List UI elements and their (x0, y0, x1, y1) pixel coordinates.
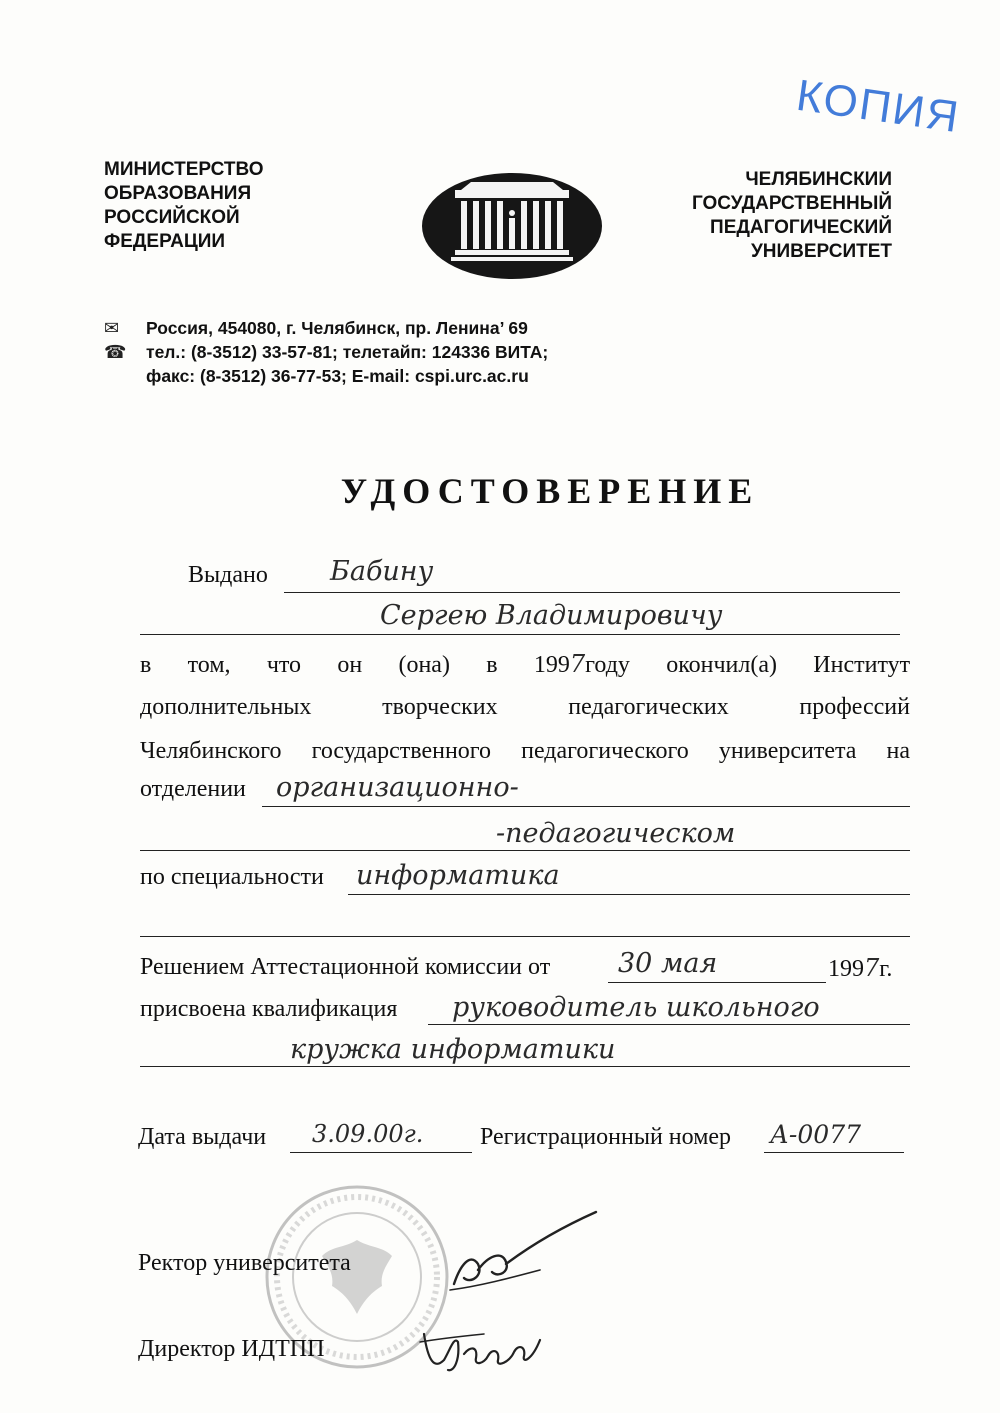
decision-date-line (608, 982, 826, 983)
copy-stamp: КОПИЯ (793, 70, 964, 143)
phone-text: тел.: (8-3512) 33-57-81; телетайп: 124336 ВИТА; (146, 342, 549, 362)
rector-signature (440, 1206, 610, 1296)
issued-line (284, 592, 900, 593)
department-label: отделении (140, 776, 246, 802)
director-signature (414, 1320, 554, 1380)
ministry-line: ОБРАЗОВАНИЯ (104, 183, 252, 204)
university-line: ЧЕЛЯБИНСКИИ (745, 169, 892, 190)
department-line-2 (140, 850, 910, 851)
envelope-icon: ✉ (104, 318, 120, 338)
ministry-line: МИНИСТЕРСТВО (104, 159, 264, 180)
qualification-line (428, 1024, 910, 1025)
graduation-year: 1997году (533, 650, 630, 678)
institute-line: дополнительных творческих педагогических профессий (140, 694, 910, 720)
reg-number-line (764, 1152, 904, 1153)
name-line (140, 634, 900, 635)
qualification-value-2: кружка информатики (290, 1034, 616, 1065)
decision-date: 30 мая (618, 948, 718, 979)
document-title: УДОСТОВЕРЕНИЕ (340, 471, 760, 511)
ministry-line: РОССИЙСКОЙ (104, 207, 240, 228)
completion-line: в том, что он (она) в 1997году окончил(а) Институт (140, 650, 911, 678)
issue-date-value: 3.09.00г. (312, 1120, 424, 1148)
issued-label: Выдано (188, 562, 268, 588)
reg-number-value: А-0077 (770, 1120, 862, 1149)
blank-line (140, 936, 910, 937)
director-label: Директор ИДТПП (138, 1336, 325, 1362)
phone-row (104, 340, 548, 364)
ministry-header (104, 158, 263, 254)
specialty-line (348, 894, 910, 895)
issue-date-line (290, 1152, 472, 1153)
university-header (692, 168, 892, 264)
university-logo (421, 172, 603, 280)
ministry-line: ФЕДЕРАЦИИ (104, 231, 226, 252)
university-line: ПЕДАГОГИЧЕСКИЙ (710, 217, 892, 238)
recipient-surname: Бабину (330, 556, 434, 587)
address-row (104, 316, 548, 340)
department-value-1: организационно- (276, 772, 519, 803)
contacts-block (104, 316, 548, 388)
qualification-line-2 (140, 1066, 910, 1067)
reg-number-label: Регистрационный номер (480, 1124, 732, 1150)
university-line: УНИВЕРСИТЕТ (750, 241, 892, 262)
rector-label: Ректор университета (138, 1250, 351, 1276)
university-line: ГОСУДАРСТВЕННЫЙ (691, 193, 892, 214)
department-value-2: -педагогическом (496, 818, 736, 849)
department-line (262, 806, 910, 807)
qualification-label: присвоена квалификация (140, 996, 398, 1022)
decision-year: 1997г. (828, 954, 893, 982)
university-line-text: Челябинского государственного педагогического университета на (140, 738, 910, 764)
specialty-label: по специальности (140, 864, 324, 890)
fax-row (104, 364, 548, 388)
address-text: Россия, 454080, г. Челябинск, пр. Ленина’ 69 (146, 318, 528, 338)
qualification-value-1: руководитель школьного (452, 992, 820, 1023)
decision-label: Решением Аттестационной комиссии от (140, 954, 551, 980)
issue-date-label: Дата выдачи (138, 1124, 267, 1150)
phone-icon: ☎ (104, 342, 127, 362)
fax-text: факс: (8-3512) 36-77-53; E-mail: cspi.urc.ac.ru (146, 366, 529, 386)
specialty-value: информатика (356, 860, 560, 891)
recipient-name: Сергею Владимировичу (380, 600, 723, 631)
